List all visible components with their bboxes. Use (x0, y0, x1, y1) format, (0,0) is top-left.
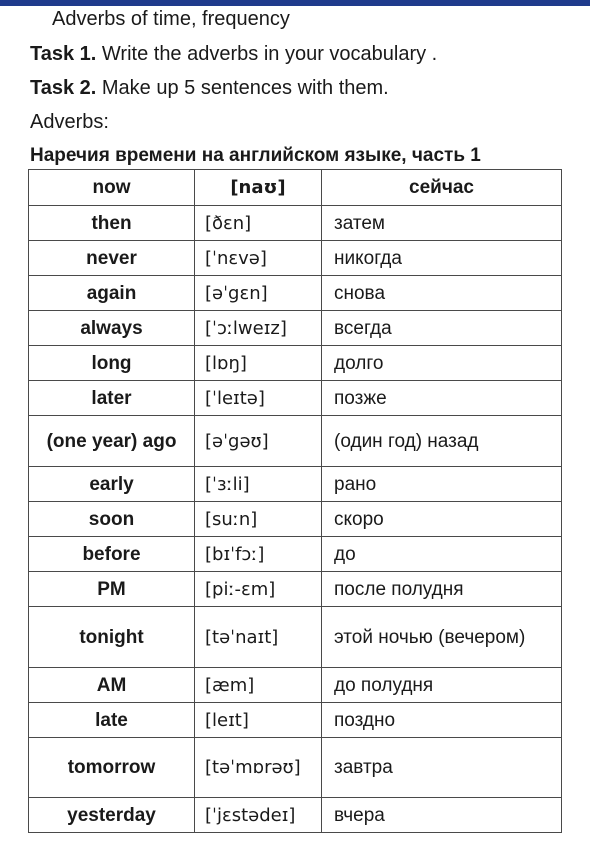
task-1-text: Write the adverbs in your vocabulary . (96, 43, 438, 65)
pronunciation-cell: [təˈmɒrəʊ] (195, 738, 322, 798)
vocabulary-table (28, 169, 562, 833)
header-word: now (29, 170, 195, 206)
translation-cell: поздно (322, 703, 562, 738)
translation-cell: затем (322, 206, 562, 241)
word-cell: tomorrow (29, 738, 195, 798)
translation-cell: позже (322, 381, 562, 416)
pronunciation-cell: [təˈnaɪt] (195, 607, 322, 668)
pronunciation-cell: [bɪˈfɔː] (195, 537, 322, 572)
table-caption: Наречия времени на английском языке, часть 1 (30, 145, 481, 166)
table-body (29, 206, 562, 833)
table-row (29, 668, 562, 703)
word-cell: yesterday (29, 798, 195, 833)
translation-cell: всегда (322, 311, 562, 346)
translation-cell: рано (322, 467, 562, 502)
word-cell: again (29, 276, 195, 311)
translation-cell: после полудня (322, 572, 562, 607)
table-row (29, 311, 562, 346)
page-title: Adverbs of time, frequency (52, 8, 290, 30)
pronunciation-cell: [ðɛn] (195, 206, 322, 241)
pronunciation-cell: [ˈjɛstədeɪ] (195, 798, 322, 833)
header-pronunciation: [naʊ] (195, 170, 322, 206)
translation-cell: этой ночью (вечером) (322, 607, 562, 668)
word-cell: never (29, 241, 195, 276)
translation-cell: до полудня (322, 668, 562, 703)
task-2-text: Make up 5 sentences with them. (96, 77, 389, 99)
table-row (29, 703, 562, 738)
table-row (29, 502, 562, 537)
word-cell: before (29, 537, 195, 572)
table-row (29, 537, 562, 572)
word-cell: late (29, 703, 195, 738)
translation-cell: (один год) назад (322, 416, 562, 467)
translation-cell: снова (322, 276, 562, 311)
pronunciation-cell: [piː-ɛm] (195, 572, 322, 607)
pronunciation-cell: [æm] (195, 668, 322, 703)
pronunciation-cell: [ˈɜːli] (195, 467, 322, 502)
table-row (29, 416, 562, 467)
table-row (29, 381, 562, 416)
pronunciation-cell: [ˈnɛvə] (195, 241, 322, 276)
translation-cell: до (322, 537, 562, 572)
word-cell: early (29, 467, 195, 502)
task-1 (30, 42, 437, 66)
word-cell: always (29, 311, 195, 346)
translation-cell: долго (322, 346, 562, 381)
word-cell: (one year) ago (29, 416, 195, 467)
word-cell: AM (29, 668, 195, 703)
translation-cell: вчера (322, 798, 562, 833)
table-row (29, 467, 562, 502)
pronunciation-cell: [əˈgɛn] (195, 276, 322, 311)
word-cell: then (29, 206, 195, 241)
task-1-label: Task 1. (30, 43, 97, 65)
word-cell: tonight (29, 607, 195, 668)
header-translation: сейчас (322, 170, 562, 206)
task-2-label: Task 2. (30, 77, 97, 99)
table-header-row (29, 170, 562, 206)
pronunciation-cell: [əˈgəʊ] (195, 416, 322, 467)
word-cell: later (29, 381, 195, 416)
table-row (29, 206, 562, 241)
pronunciation-cell: [ˈɔːlweɪz] (195, 311, 322, 346)
table-row (29, 572, 562, 607)
table-row (29, 738, 562, 798)
pronunciation-cell: [suːn] (195, 502, 322, 537)
table-row (29, 241, 562, 276)
top-accent-bar (0, 0, 590, 6)
translation-cell: скоро (322, 502, 562, 537)
table-row (29, 346, 562, 381)
word-cell: soon (29, 502, 195, 537)
translation-cell: никогда (322, 241, 562, 276)
table-row (29, 607, 562, 668)
word-cell: long (29, 346, 195, 381)
pronunciation-cell: [ˈleɪtə] (195, 381, 322, 416)
task-2 (30, 76, 389, 100)
pronunciation-cell: [leɪt] (195, 703, 322, 738)
word-cell: PM (29, 572, 195, 607)
adverbs-label: Adverbs: (30, 111, 109, 133)
pronunciation-cell: [lɒŋ] (195, 346, 322, 381)
translation-cell: завтра (322, 738, 562, 798)
table-row (29, 798, 562, 833)
table-row (29, 276, 562, 311)
